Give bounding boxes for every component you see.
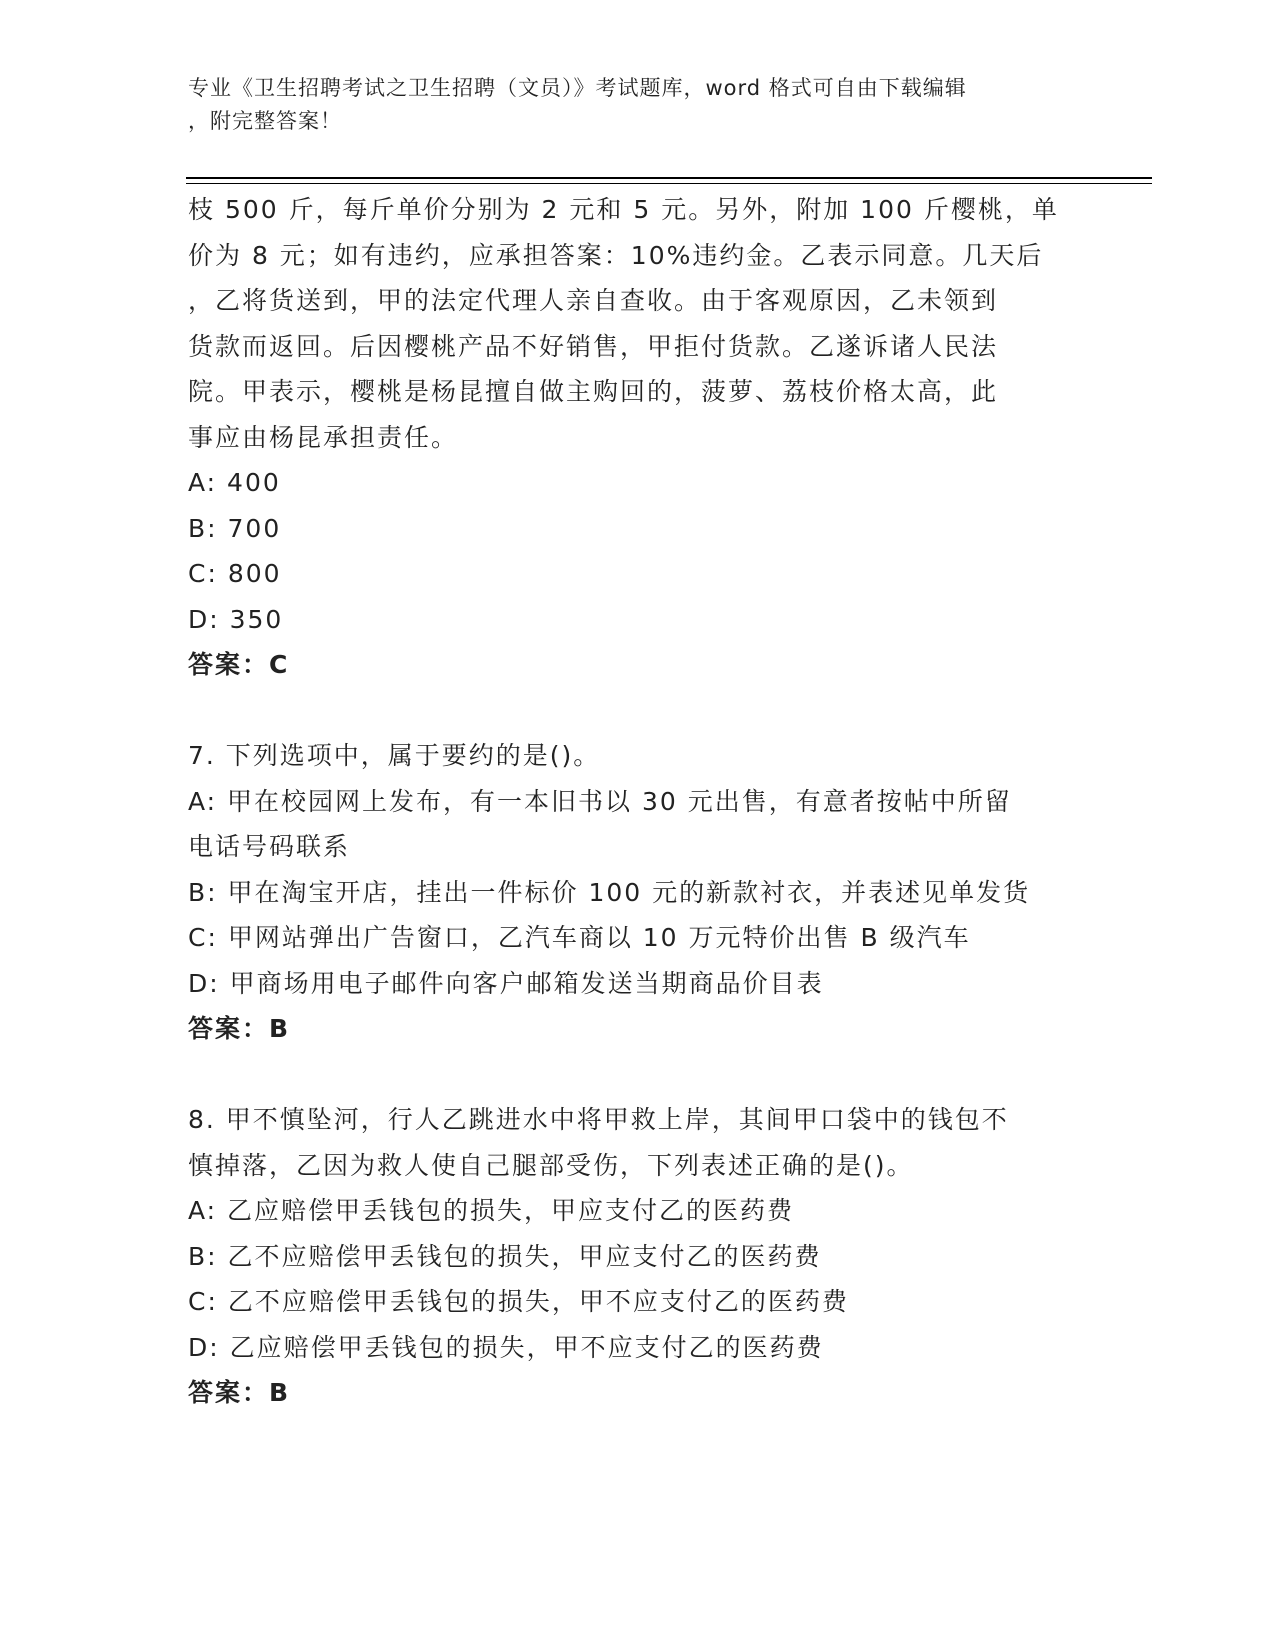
question-6-option-c: C: 800 [188,559,282,588]
question-8-answer: 答案：B [188,1378,291,1407]
question-6-stem-line: ，乙将货送到，甲的法定代理人亲自查收。由于客观原因，乙未领到 [188,286,999,315]
question-7-option-c: C: 甲网站弹出广告窗口，乙汽车商以 10 万元特价出售 B 级汽车 [188,923,971,952]
question-content [188,187,1088,1416]
page-header [188,72,1088,138]
question-6-stem-line: 枝 500 斤，每斤单价分别为 2 元和 5 元。另外，附加 100 斤樱桃，单 [188,195,1059,224]
question-gap [188,688,1088,734]
question-7-option-d: D: 甲商场用电子邮件向客户邮箱发送当期商品价目表 [188,968,824,998]
question-6-stem-line: 院。甲表示，樱桃是杨昆擅自做主购回的，菠萝、荔枝价格太高，此 [188,377,999,406]
header-line-1: 专业《卫生招聘考试之卫生招聘（文员）》考试题库，word 格式可自由下载编辑 [188,76,967,100]
question-7-answer: 答案：B [188,1014,291,1043]
question-7 [188,733,1088,1052]
header-line-2: ，附完整答案！ [188,109,342,133]
question-7-stem: 7. 下列选项中，属于要约的是()。 [188,741,601,770]
question-6-stem-line: 货款而返回。后因樱桃产品不好销售，甲拒付货款。乙遂诉诸人民法 [188,331,999,361]
question-8-option-b: B: 乙不应赔偿甲丢钱包的损失，甲应支付乙的医药费 [188,1241,822,1271]
question-7-option-a: A: 甲在校园网上发布，有一本旧书以 30 元出售，有意者按帖中所留 [188,786,1012,816]
question-8-option-a: A: 乙应赔偿甲丢钱包的损失，甲应支付乙的医药费 [188,1196,795,1225]
question-6-option-a: A: 400 [188,468,281,497]
question-6-option-d: D: 350 [188,604,284,634]
question-8-stem-line: 慎掉落，乙因为救人使自己腿部受伤，下列表述正确的是()。 [188,1150,914,1180]
question-6 [188,187,1088,688]
question-6-answer: 答案：C [188,650,290,679]
question-6-option-b: B: 700 [188,513,282,543]
question-8 [188,1097,1088,1416]
question-7-option-a-continued: 电话号码联系 [188,832,351,861]
question-gap [188,1052,1088,1098]
question-8-stem-line: 8. 甲不慎坠河，行人乙跳进水中将甲救上岸，其间甲口袋中的钱包不 [188,1105,1009,1134]
header-rule-thin [186,183,1152,184]
question-6-stem-line: 价为 8 元；如有违约，应承担答案：10%违约金。乙表示同意。几天后 [188,240,1044,270]
question-7-option-b: B: 甲在淘宝开店，挂出一件标价 100 元的新款衬衣，并表述见单发货 [188,877,1031,907]
question-6-stem-line: 事应由杨昆承担责任。 [188,422,459,452]
question-8-option-d: D: 乙应赔偿甲丢钱包的损失，甲不应支付乙的医药费 [188,1332,824,1362]
header-rule-thick [186,177,1152,179]
question-8-option-c: C: 乙不应赔偿甲丢钱包的损失，甲不应支付乙的医药费 [188,1287,849,1316]
